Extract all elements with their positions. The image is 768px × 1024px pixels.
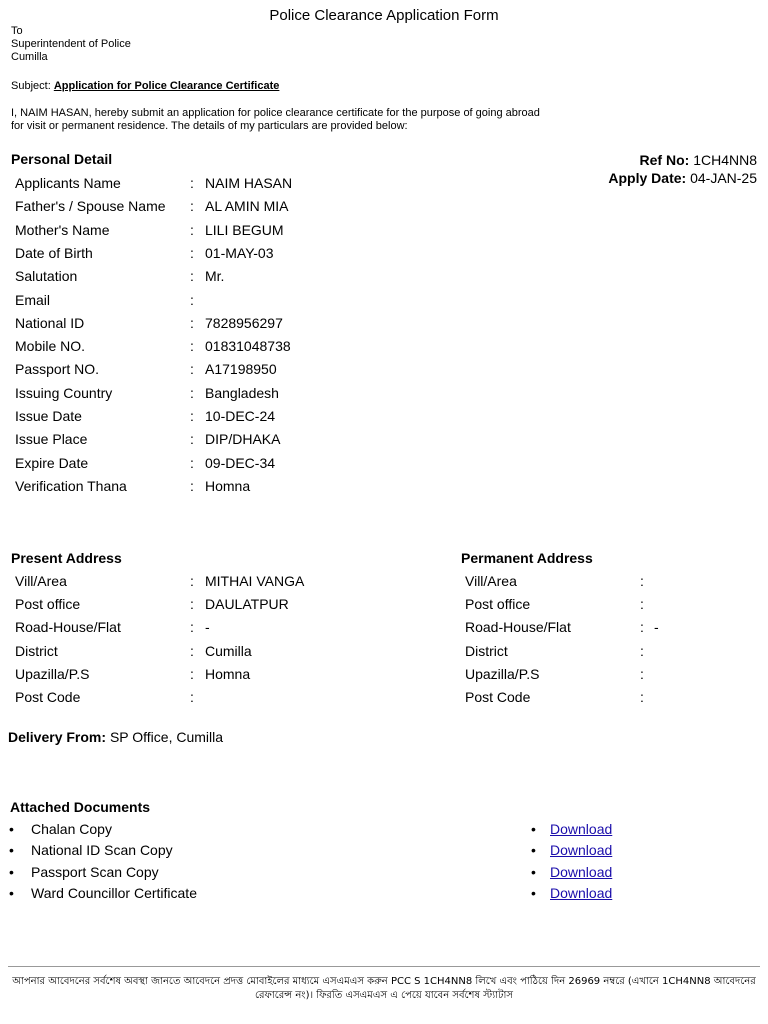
ref-no-label: Ref No: [639,152,690,168]
personal-row [15,267,345,290]
personal-field-label: Email [15,291,51,308]
field-separator: : [190,642,194,659]
ref-no-value: 1CH4NN8 [693,152,757,168]
present-row [15,642,345,665]
personal-field-label: Date of Birth [15,244,93,261]
intro-paragraph [11,107,571,133]
permanent-row [465,665,768,688]
field-separator: : [190,291,194,308]
present-field-label: Post office [15,596,81,613]
field-separator: : [190,431,194,448]
apply-date-label: Apply Date: [608,170,687,186]
personal-field-label: Applicants Name [15,175,121,191]
subject-text: Application for Police Clearance Certificate [53,80,280,92]
permanent-field-value: - [654,619,659,636]
personal-row [15,174,345,197]
permanent-field-label: Road-House/Flat [465,619,571,636]
recipient-to: To [11,25,23,37]
personal-row [15,197,345,220]
document-name: Passport Scan Copy [31,863,159,880]
personal-detail-heading: Personal Detail [11,151,113,167]
list-bullet: • [531,863,536,880]
document-name: National ID Scan Copy [31,842,173,859]
permanent-field-label: Vill/Area [465,573,517,589]
personal-field-value: A17198950 [205,361,277,378]
present-row [15,595,345,618]
field-separator: : [190,268,194,285]
present-field-label: Upazilla/P.S [15,665,90,682]
personal-row [15,360,345,383]
present-row [15,572,345,595]
personal-field-value: 7828956297 [205,314,283,331]
present-row [15,665,345,688]
apply-date-value: 04-JAN-25 [690,170,757,186]
field-separator: : [190,665,194,682]
present-address-heading: Present Address [11,550,122,566]
download-link[interactable]: Download [550,863,613,880]
download-link[interactable]: Download [550,821,613,837]
list-bullet: • [9,842,14,859]
personal-row [15,430,345,453]
attached-documents-heading: Attached Documents [10,799,151,815]
list-bullet: • [531,842,536,859]
personal-row [15,337,345,360]
field-separator: : [190,408,194,424]
present-field-value: Cumilla [205,642,252,659]
personal-field-label: Issue Date [15,408,82,424]
subject-label: Subject: [11,80,51,92]
personal-field-value: 01-MAY-03 [205,244,274,261]
field-separator: : [640,573,644,589]
field-separator: : [190,338,194,355]
field-separator: : [190,573,194,589]
field-separator: : [190,596,194,613]
personal-field-label: Mobile NO. [15,338,86,355]
permanent-row [465,595,768,618]
personal-field-value: Mr. [205,268,225,285]
field-separator: : [640,642,644,659]
footer-line-2: রেফারেন্স নং)। ফিরতি এসএমএস এ পেয়ে যাবেন সর্বশেষ স্ট্যাটাস [255,990,513,1001]
permanent-row [465,572,768,595]
present-row [15,688,345,711]
field-separator: : [640,596,644,613]
personal-row [15,407,345,430]
intro-line-2: for visit or permanent residence. The details of my particulars are provided below: [11,120,408,132]
personal-row [15,291,345,314]
present-field-label: Road-House/Flat [15,619,121,636]
download-link[interactable]: Download [550,884,613,901]
intro-line-1: I, NAIM HASAN, hereby submit an application for police clearance certificate for the purpose of going abroad [11,107,540,119]
permanent-field-label: Post office [465,596,531,613]
present-field-value: Homna [205,665,251,682]
recipient-block [11,25,131,64]
field-separator: : [190,619,194,636]
personal-field-label: Verification Thana [15,477,127,494]
footer-note [10,975,758,1003]
permanent-field-label: District [465,642,508,659]
footer-line-1: আপনার আবেদনের সর্বশেষ অবস্থা জানতে আবেদনে প্রদত্ত মোবাইলের মাধ্যমে এসএমএস করুন PCC S 1CH4NN8 লিখে এবং পাঠিয়ে দিন 26969 নম্বরে (এখানে 1CH4NN8 আবেদনের [12,976,756,987]
personal-field-value: 09-DEC-34 [205,454,276,471]
list-bullet: • [531,821,536,837]
field-separator: : [190,221,194,238]
personal-field-value: LILI BEGUM [205,221,284,238]
field-separator: : [190,314,194,331]
permanent-field-label: Upazilla/P.S [465,665,540,682]
footer-divider [8,966,760,967]
personal-field-value: 01831048738 [205,338,291,355]
personal-field-value: 10-DEC-24 [205,408,276,424]
personal-row [15,221,345,244]
download-link[interactable]: Download [550,842,613,859]
personal-field-value: DIP/DHAKA [205,431,281,448]
field-separator: : [190,689,194,705]
delivery-value: SP Office, Cumilla [109,729,224,745]
field-separator: : [190,384,194,401]
document-name: Ward Councillor Certificate [31,884,197,901]
document-name: Chalan Copy [31,821,112,837]
field-separator: : [190,477,194,494]
permanent-row [465,688,768,711]
present-field-value: MITHAI VANGA [205,573,305,589]
personal-field-value: NAIM HASAN [205,175,293,191]
reference-block [608,151,757,187]
personal-row [15,454,345,477]
personal-field-label: Mother's Name [15,221,110,238]
present-field-label: District [15,642,58,659]
apply-date [608,169,757,187]
page-title: Police Clearance Application Form [269,7,499,24]
personal-field-label: Father's / Spouse Name [15,198,166,215]
permanent-address-heading: Permanent Address [461,550,593,566]
personal-field-value: AL AMIN MIA [205,198,289,215]
personal-row [15,314,345,337]
permanent-field-label: Post Code [465,689,531,705]
personal-row [15,384,345,407]
field-separator: : [190,244,194,261]
field-separator: : [640,665,644,682]
list-bullet: • [9,821,14,837]
personal-field-label: Issue Place [15,431,88,448]
present-field-value: DAULATPUR [205,596,289,613]
field-separator: : [640,689,644,705]
personal-row [15,244,345,267]
field-separator: : [190,175,194,191]
present-field-label: Vill/Area [15,573,67,589]
present-row [15,618,345,641]
field-separator: : [190,454,194,471]
present-field-value: - [205,619,210,636]
field-separator: : [190,361,194,378]
delivery-label: Delivery From: [8,729,107,745]
personal-field-label: Issuing Country [15,384,113,401]
permanent-row [465,642,768,665]
personal-field-label: Salutation [15,268,78,285]
recipient-place: Cumilla [11,51,48,63]
personal-field-label: Passport NO. [15,361,100,378]
personal-field-label: National ID [15,314,85,331]
field-separator: : [190,198,194,215]
list-bullet: • [531,884,536,901]
recipient-designation: Superintendent of Police [11,38,131,50]
personal-field-value: Homna [205,477,251,494]
delivery-line [8,729,223,745]
personal-field-label: Expire Date [15,454,89,471]
personal-row [15,477,345,500]
subject-line [11,80,279,93]
list-bullet: • [9,884,14,901]
field-separator: : [640,619,644,636]
ref-no [608,151,757,169]
personal-field-value: Bangladesh [205,384,279,401]
permanent-row [465,618,768,641]
list-bullet: • [9,863,14,880]
present-field-label: Post Code [15,689,81,705]
